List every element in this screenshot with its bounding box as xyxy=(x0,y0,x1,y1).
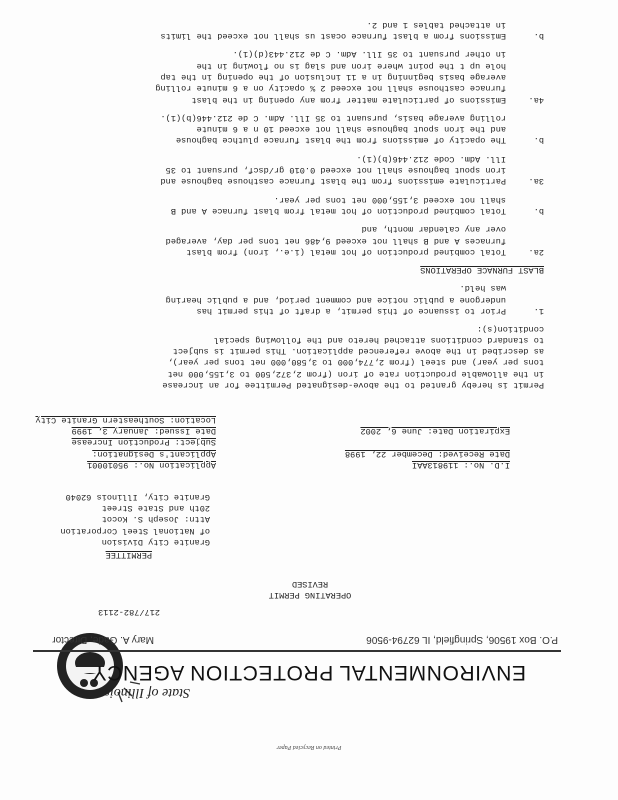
application-number: Application No.: 95010001 xyxy=(87,460,216,470)
date-received: Date Received: December 22, 1998 xyxy=(344,448,510,459)
condition-item xyxy=(64,48,544,104)
condition-number: b. xyxy=(533,31,544,42)
condition-line: Ill. Adm. Code 212.446(b)(1). xyxy=(356,153,506,164)
letterhead-rule xyxy=(33,650,561,652)
condition-number: 4a. xyxy=(528,94,544,105)
spacer-line xyxy=(345,414,510,425)
condition-line: Total combined production of hot metal from blast furnace A and B xyxy=(170,205,506,216)
condition-line: in attached tables 1 and 2. xyxy=(366,19,506,30)
condition-item xyxy=(64,223,544,257)
condition-line: over any calendar month, and xyxy=(361,224,506,235)
condition-line: shall not exceed 3,155,000 net tons per year. xyxy=(273,194,506,205)
agency-name: ENVIRONMENTAL PROTECTION AGENCY xyxy=(92,661,526,684)
permittee-line: Granite City, Illinois 62040 xyxy=(65,491,210,502)
agency-address: P.O. Box 19506, Springfield, IL 62794-9506 xyxy=(366,634,558,645)
condition-item xyxy=(64,152,544,186)
section-heading-block xyxy=(64,264,544,275)
condition-line: Emissions of particulate matter from any opening in the blast xyxy=(191,94,506,105)
application-info-left xyxy=(36,414,217,470)
intro-line: tons per year) and steel (from 2,774,000 to 3,580,000 net tons per year), xyxy=(167,357,544,368)
condition-line: and the iron spout baghouse shall not exceed 10 n a 6 minute xyxy=(196,124,506,135)
condition-number: b. xyxy=(533,135,544,146)
condition-line: The opacity of emissions from the blast furnace pluthce baghouse xyxy=(175,135,506,146)
intro-line: Permit is hereby granted to the above-designated Permittee for an increase xyxy=(162,380,544,390)
permittee-line: of National Steel Corporation xyxy=(60,525,210,536)
expiration-date: Expiration Date: June 6, 2002 xyxy=(360,426,510,437)
condition-line: Total combined production of hot metal (i.e., iron) from blast xyxy=(186,246,506,257)
state-name: State of Illinois xyxy=(104,685,190,700)
blast-furnace-section-heading: BLAST FURNACE OPERATIONS xyxy=(420,265,544,276)
condition-number: 2a. xyxy=(528,246,544,257)
permit-location: Location: Southeastern Granite City xyxy=(35,414,216,425)
condition-line: iron spout baghouse shall not exceed 0.010 gr/dscf, pursuant to 35 xyxy=(165,165,506,176)
intro-line: to standard conditions attached hereto and the following special xyxy=(213,334,544,345)
intro-line: condition(s): xyxy=(476,323,544,334)
permittee-heading: PERMITTEE xyxy=(105,550,152,560)
condition-number: b. xyxy=(533,205,544,216)
condition-line: rolling average basis, pursuant to 35 Ill. Adm. C de 212.446(b)(1). xyxy=(160,112,506,123)
condition-line: was held. xyxy=(459,283,506,294)
condition-number: 3a. xyxy=(528,176,544,187)
condition-line: hole up t the point where iron and slag is no flowing in the xyxy=(196,60,506,71)
permit-intro-paragraph xyxy=(162,322,544,390)
special-conditions xyxy=(64,18,544,316)
condition-line: undergone a public notice and comment period, and a public hearing xyxy=(165,294,506,305)
condition-item xyxy=(64,18,544,41)
permit-title: OPERATING PERMIT xyxy=(268,590,352,600)
condition-number: 1. xyxy=(533,306,544,316)
spacer-line xyxy=(345,436,510,447)
permittee-line: Attn: Joseph S. Kocot xyxy=(101,514,210,525)
condition-line: furnace casthouse shall not exceed 2 % opacity on a 6 minute rolling xyxy=(155,83,506,94)
intro-line: in the allowable production rate of iron (from 2,372,500 to 3,155,000 net xyxy=(167,368,544,379)
condition-item xyxy=(64,282,544,316)
permittee-line: 20th and State Street xyxy=(101,503,210,514)
director-name: Mary A. Gade, Director xyxy=(52,634,154,645)
condition-line: average basis beginning in a 11 inclusion of the opening in the tap xyxy=(160,71,506,82)
date-issued: Date Issued: January 3, 1999 xyxy=(71,426,216,437)
condition-item xyxy=(64,193,544,216)
application-info-right xyxy=(345,414,510,470)
applicant-designation: Applicant's Designation: xyxy=(92,448,216,459)
condition-line: Particulate emissions from the blast furnace casthouse baghouse and xyxy=(160,176,506,187)
condition-line: furnaces A and B shall not exceed 9,486 net tons per day, averaged xyxy=(165,235,506,246)
condition-line: Emissions from a blast furnace ocast us shall not exceed the limits xyxy=(160,31,506,42)
intro-line: as described in the above referenced application. This permit is subject xyxy=(172,346,544,357)
recycled-paper-note: Printed on Recycled Paper xyxy=(276,744,342,750)
permittee-line: Granite City Division xyxy=(101,537,210,547)
condition-line: Prior to issuance of this permit, a draft of this permit has xyxy=(196,306,506,316)
condition-line: in other pursuant to 35 Ill. Adm. C de 212.443(d)(1). xyxy=(232,49,506,60)
permittee-address xyxy=(60,491,210,547)
condition-item xyxy=(64,112,544,146)
permit-subtitle: REVISED xyxy=(291,579,329,589)
facility-id: I.D. No.: 119813AAI xyxy=(412,460,510,470)
permit-subject: Subject: Production Increase xyxy=(71,437,216,448)
file-code: 217/782-2113 xyxy=(98,607,160,617)
